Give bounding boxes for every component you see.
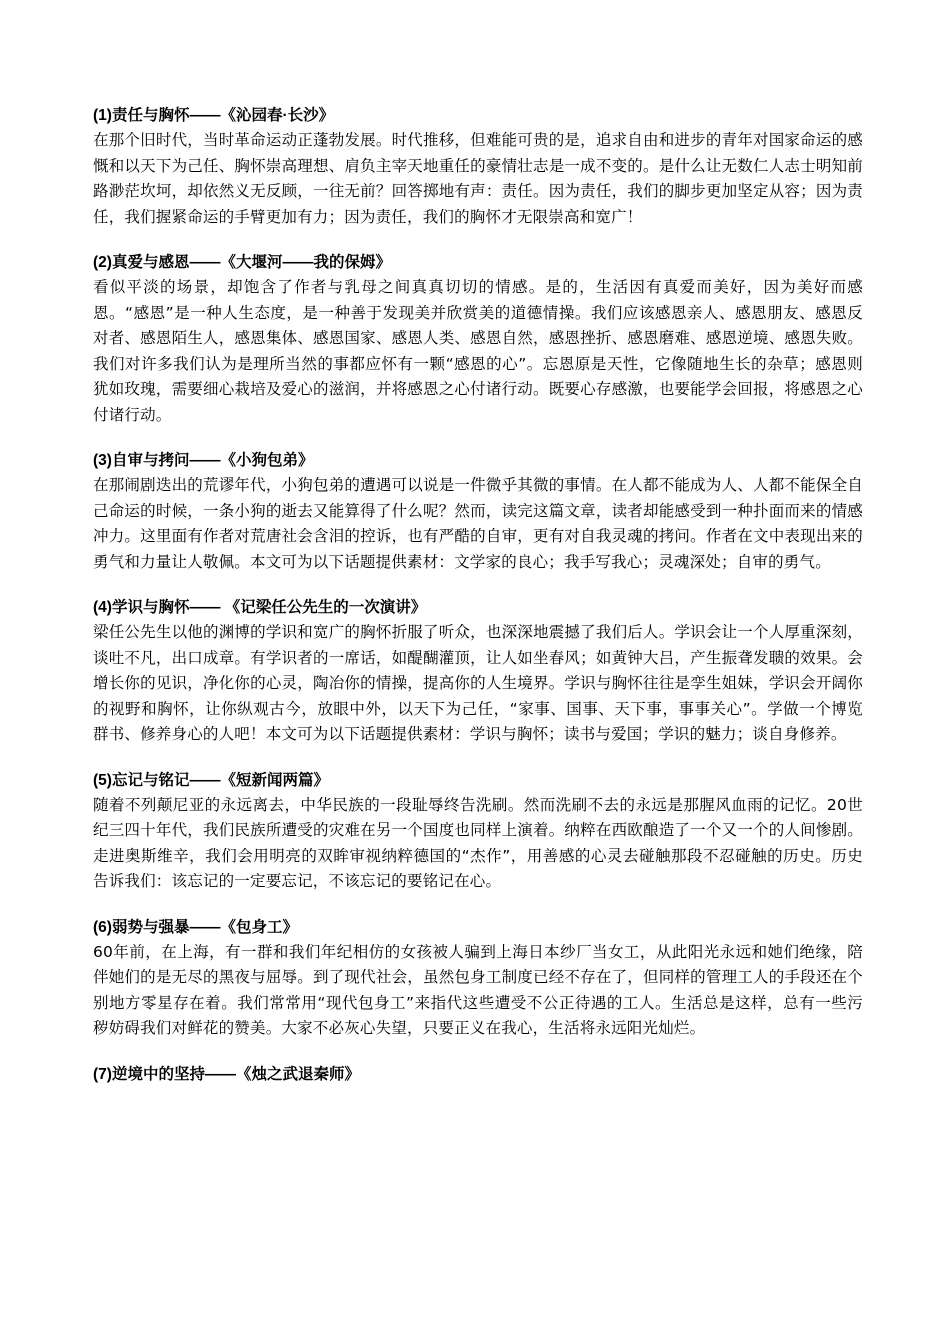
section-5	[93, 768, 863, 895]
section-heading: (5)忘记与铭记——《短新闻两篇》	[93, 771, 329, 789]
section-3	[93, 448, 863, 575]
section-body: 在那个旧时代，当时革命运动正蓬勃发展。时代推移，但难能可贵的是，追求自由和进步的青年对国家命运的感慨和以天下为己任、胸怀崇高理想、肩负主宰天地重任的豪情壮志是一成不变的。是什么让无数仁人志士明知前路渺茫坎坷，却依然义无反顾，一往无前？回答掷地有声：责任。因为责任，我们的脚步更加坚定从容；因为责任，我们握紧命运的手臂更加有力；因为责任，我们的胸怀才无限崇高和宽广！	[93, 131, 863, 226]
section-heading: (4)学识与胸怀—— 《记梁任公先生的一次演讲》	[93, 599, 427, 616]
section-body: 梁任公先生以他的渊博的学识和宽广的胸怀折服了听众，也深深地震撼了我们后人。学识会让一个人厚重深刻，谈吐不凡，出口成章。有学识者的一席话，如醍醐灌顶，让人如坐春风；如黄钟大吕，产生振聋发聩的效果。会增长你的见识，净化你的心灵，陶冶你的情操，提高你的人生境界。学识与胸怀往往是孪生姐妹，学识会开阔你的视野和胸怀，让你纵观古今，放眼中外，以天下为己任，“家事、国事、天下事，事事关心”。学做一个博览群书、修养身心的人吧！本文可为以下话题提供素材：学识与胸怀；读书与爱国；学识的魅力；谈自身修养。	[93, 623, 863, 743]
section-heading: (7)逆境中的坚持——《烛之武退秦师》	[93, 1065, 360, 1083]
section-body: 随着不列颠尼亚的永远离去，中华民族的一段耻辱终告洗刷。然而洗刷不去的永远是那腥风血雨的记忆。20世纪三四十年代，我们民族所遭受的灾难在另一个国度也同样上演着。纳粹在西欧酿造了一个又一个的人间惨剧。走进奥斯维辛，我们会用明亮的双眸审视纳粹德国的“杰作”，用善感的心灵去碰触那段不忍碰触的历史。历史告诉我们：该忘记的一定要忘记，不该忘记的要铭记在心。	[93, 795, 863, 890]
section-4	[93, 595, 863, 748]
section-body: 看似平淡的场景，却饱含了作者与乳母之间真真切切的情感。是的，生活因有真爱而美好，因为美好而感恩。“感恩”是一种人生态度，是一种善于发现美并欣赏美的道德情操。我们应该感恩亲人、感恩朋友、感恩反对者、感恩陌生人，感恩集体、感恩国家、感恩人类、感恩自然，感恩挫折、感恩磨难、感恩逆境、感恩失败。我们对许多我们认为是理所当然的事都应怀有一颗“感恩的心”。忘恩原是天性，它像随地生长的杂草；感恩则犹如玫瑰，需要细心栽培及爱心的滋润，并将感恩之心付诸行动。既要心存感激，也要能学会回报，将感恩之心付诸行动。	[93, 278, 863, 424]
section-2	[93, 250, 863, 428]
section-6	[93, 915, 863, 1042]
section-heading: (6)弱势与强暴——《包身工》	[93, 918, 298, 936]
section-heading: (1)责任与胸怀——《沁园春·长沙》	[93, 107, 335, 124]
section-7	[93, 1062, 863, 1087]
section-1	[93, 103, 863, 230]
section-heading: (2)真爱与感恩——《大堰河——我的保姆》	[93, 254, 391, 271]
document-page	[93, 103, 863, 1107]
section-body: 60年前，在上海，有一群和我们年纪相仿的女孩被人骗到上海日本纱厂当女工，从此阳光永远和她们绝缘，陪伴她们的是无尽的黑夜与屈辱。到了现代社会，虽然包身工制度已经不存在了，但同样的管理工人的手段还在个别地方零星存在着。我们常常用“现代包身工”来指代这些遭受不公正待遇的工人。生活总是这样，总有一些污秽妨碍我们对鲜花的赞美。大家不必灰心失望，只要正义在我心，生活将永远阳光灿烂。	[93, 942, 863, 1037]
section-body: 在那闹剧迭出的荒谬年代，小狗包弟的遭遇可以说是一件微乎其微的事情。在人都不能成为人、人都不能保全自己命运的时候，一条小狗的逝去又能算得了什么呢？然而，读完这篇文章，读者却能感受到一种扑面而来的情感冲力。这里面有作者对荒唐社会含泪的控诉，也有严酷的自审，更有对自我灵魂的拷问。作者在文中表现出来的勇气和力量让人敬佩。本文可为以下话题提供素材：文学家的良心；我手写我心；灵魂深处；自审的勇气。	[93, 476, 863, 571]
section-heading: (3)自审与拷问——《小狗包弟》	[93, 452, 314, 469]
